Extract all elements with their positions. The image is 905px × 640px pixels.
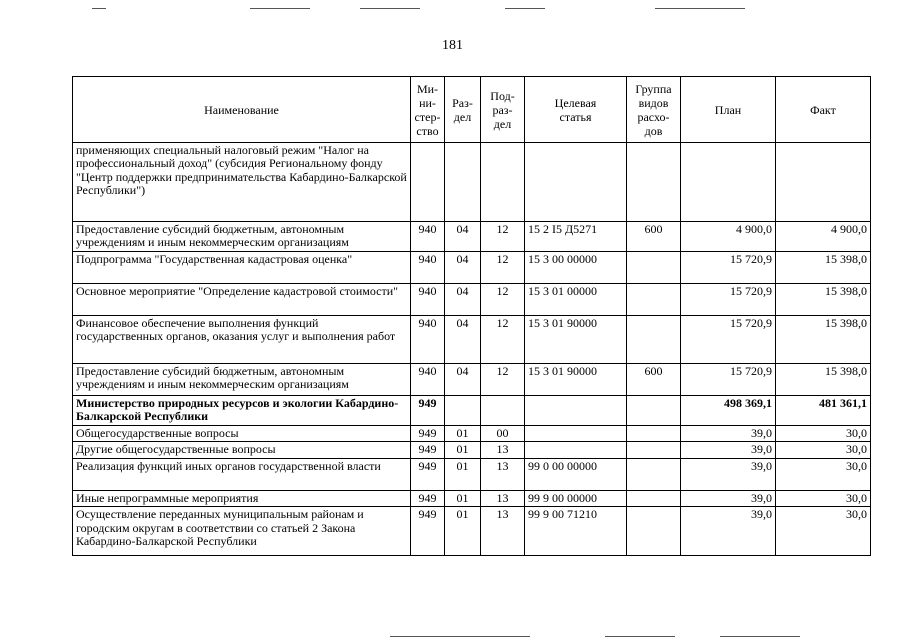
cell-statya: 15 2 I5 Д5271 bbox=[525, 222, 627, 252]
cell-statya: 99 9 00 00000 bbox=[525, 490, 627, 506]
table-row bbox=[73, 252, 871, 284]
scan-mark bbox=[720, 636, 800, 637]
cell-razdel: 04 bbox=[445, 364, 481, 396]
cell-ministry: 940 bbox=[411, 222, 445, 252]
cell-razdel: 01 bbox=[445, 507, 481, 556]
cell-name: Министерство природных ресурсов и экологии Кабардино-Балкарской Республики bbox=[73, 396, 411, 426]
cell-name: Общегосударственные вопросы bbox=[73, 426, 411, 442]
cell-plan: 15 720,9 bbox=[681, 284, 776, 316]
cell-statya: 15 3 01 90000 bbox=[525, 364, 627, 396]
cell-plan: 39,0 bbox=[681, 490, 776, 506]
cell-plan bbox=[681, 143, 776, 222]
cell-name: Осуществление переданных муниципальным районам и городским округам в соответствии со статьей 2 Закона Кабардино-Балкарской Республики bbox=[73, 507, 411, 556]
cell-podrazdel: 12 bbox=[481, 222, 525, 252]
cell-ministry: 940 bbox=[411, 316, 445, 364]
table-row bbox=[73, 316, 871, 364]
cell-ministry: 949 bbox=[411, 442, 445, 458]
header-ministry: Ми- ни- стер- ство bbox=[411, 77, 445, 143]
cell-ministry: 949 bbox=[411, 490, 445, 506]
scan-mark bbox=[360, 8, 420, 9]
header-plan: План bbox=[681, 77, 776, 143]
table-row bbox=[73, 426, 871, 442]
cell-razdel bbox=[445, 143, 481, 222]
table-row bbox=[73, 143, 871, 222]
table-body bbox=[73, 143, 871, 556]
cell-statya: 15 3 00 00000 bbox=[525, 252, 627, 284]
scan-mark bbox=[92, 8, 106, 9]
cell-name: Другие общегосударственные вопросы bbox=[73, 442, 411, 458]
cell-statya bbox=[525, 426, 627, 442]
scan-mark bbox=[655, 8, 745, 9]
cell-fakt: 15 398,0 bbox=[776, 364, 871, 396]
cell-name: применяющих специальный налоговый режим "Налог на профессиональный доход" (субсидия Региональному фонду "Центр поддержки предпринимательства Кабардино-Балкарской Республики") bbox=[73, 143, 411, 222]
cell-group bbox=[627, 442, 681, 458]
cell-statya bbox=[525, 396, 627, 426]
cell-plan: 498 369,1 bbox=[681, 396, 776, 426]
scan-mark bbox=[250, 8, 310, 9]
cell-group bbox=[627, 284, 681, 316]
cell-fakt bbox=[776, 143, 871, 222]
budget-table bbox=[72, 76, 871, 556]
cell-podrazdel bbox=[481, 143, 525, 222]
table-header-row bbox=[73, 77, 871, 143]
header-razdel: Раз- дел bbox=[445, 77, 481, 143]
cell-statya bbox=[525, 143, 627, 222]
cell-name: Финансовое обеспечение выполнения функций государственных органов, оказания услуг и выполнения работ bbox=[73, 316, 411, 364]
table-row bbox=[73, 507, 871, 556]
cell-razdel bbox=[445, 396, 481, 426]
table-row bbox=[73, 458, 871, 490]
table-row bbox=[73, 442, 871, 458]
cell-group bbox=[627, 458, 681, 490]
cell-fakt: 481 361,1 bbox=[776, 396, 871, 426]
cell-statya: 15 3 01 90000 bbox=[525, 316, 627, 364]
cell-group: 600 bbox=[627, 364, 681, 396]
cell-ministry: 940 bbox=[411, 252, 445, 284]
cell-statya: 15 3 01 00000 bbox=[525, 284, 627, 316]
cell-podrazdel: 13 bbox=[481, 507, 525, 556]
cell-name: Основное мероприятие "Определение кадастровой стоимости" bbox=[73, 284, 411, 316]
cell-podrazdel: 13 bbox=[481, 490, 525, 506]
cell-group: 600 bbox=[627, 222, 681, 252]
cell-group bbox=[627, 426, 681, 442]
cell-fakt: 30,0 bbox=[776, 507, 871, 556]
cell-group bbox=[627, 252, 681, 284]
cell-group bbox=[627, 507, 681, 556]
cell-plan: 15 720,9 bbox=[681, 252, 776, 284]
scan-mark bbox=[605, 636, 675, 637]
cell-podrazdel bbox=[481, 396, 525, 426]
cell-ministry: 940 bbox=[411, 284, 445, 316]
header-podrazdel: Под- раз- дел bbox=[481, 77, 525, 143]
table-row bbox=[73, 396, 871, 426]
table-row bbox=[73, 222, 871, 252]
cell-fakt: 30,0 bbox=[776, 490, 871, 506]
cell-plan: 39,0 bbox=[681, 426, 776, 442]
cell-podrazdel: 12 bbox=[481, 364, 525, 396]
cell-ministry: 949 bbox=[411, 426, 445, 442]
cell-ministry: 949 bbox=[411, 396, 445, 426]
cell-plan: 4 900,0 bbox=[681, 222, 776, 252]
header-statya: Целевая статья bbox=[525, 77, 627, 143]
cell-fakt: 30,0 bbox=[776, 458, 871, 490]
cell-statya bbox=[525, 442, 627, 458]
header-name: Наименование bbox=[73, 77, 411, 143]
table-row bbox=[73, 364, 871, 396]
cell-name: Подпрограмма "Государственная кадастровая оценка" bbox=[73, 252, 411, 284]
cell-statya: 99 0 00 00000 bbox=[525, 458, 627, 490]
cell-ministry: 949 bbox=[411, 458, 445, 490]
header-group: Группа видов расхо- дов bbox=[627, 77, 681, 143]
cell-razdel: 01 bbox=[445, 442, 481, 458]
cell-podrazdel: 12 bbox=[481, 316, 525, 364]
cell-fakt: 4 900,0 bbox=[776, 222, 871, 252]
cell-ministry: 949 bbox=[411, 507, 445, 556]
cell-fakt: 15 398,0 bbox=[776, 316, 871, 364]
cell-podrazdel: 13 bbox=[481, 458, 525, 490]
cell-plan: 15 720,9 bbox=[681, 316, 776, 364]
cell-name: Иные непрограммные мероприятия bbox=[73, 490, 411, 506]
cell-fakt: 30,0 bbox=[776, 442, 871, 458]
header-fakt: Факт bbox=[776, 77, 871, 143]
cell-ministry bbox=[411, 143, 445, 222]
cell-fakt: 15 398,0 bbox=[776, 252, 871, 284]
cell-podrazdel: 13 bbox=[481, 442, 525, 458]
cell-podrazdel: 00 bbox=[481, 426, 525, 442]
cell-group bbox=[627, 396, 681, 426]
cell-razdel: 04 bbox=[445, 284, 481, 316]
cell-name: Предоставление субсидий бюджетным, автономным учреждениям и иным некоммерческим организациям bbox=[73, 364, 411, 396]
cell-fakt: 15 398,0 bbox=[776, 284, 871, 316]
cell-plan: 39,0 bbox=[681, 442, 776, 458]
page-number: 181 bbox=[442, 38, 463, 53]
cell-ministry: 940 bbox=[411, 364, 445, 396]
cell-razdel: 04 bbox=[445, 316, 481, 364]
scan-mark bbox=[390, 636, 530, 637]
cell-name: Реализация функций иных органов государственной власти bbox=[73, 458, 411, 490]
table-row bbox=[73, 284, 871, 316]
cell-razdel: 04 bbox=[445, 222, 481, 252]
cell-group bbox=[627, 143, 681, 222]
cell-razdel: 01 bbox=[445, 426, 481, 442]
cell-group bbox=[627, 316, 681, 364]
cell-group bbox=[627, 490, 681, 506]
cell-plan: 39,0 bbox=[681, 458, 776, 490]
cell-razdel: 01 bbox=[445, 490, 481, 506]
cell-plan: 39,0 bbox=[681, 507, 776, 556]
cell-plan: 15 720,9 bbox=[681, 364, 776, 396]
table-row bbox=[73, 490, 871, 506]
cell-podrazdel: 12 bbox=[481, 284, 525, 316]
cell-statya: 99 9 00 71210 bbox=[525, 507, 627, 556]
scan-mark bbox=[505, 8, 545, 9]
cell-name: Предоставление субсидий бюджетным, автономным учреждениям и иным некоммерческим организациям bbox=[73, 222, 411, 252]
cell-razdel: 01 bbox=[445, 458, 481, 490]
cell-podrazdel: 12 bbox=[481, 252, 525, 284]
cell-razdel: 04 bbox=[445, 252, 481, 284]
cell-fakt: 30,0 bbox=[776, 426, 871, 442]
